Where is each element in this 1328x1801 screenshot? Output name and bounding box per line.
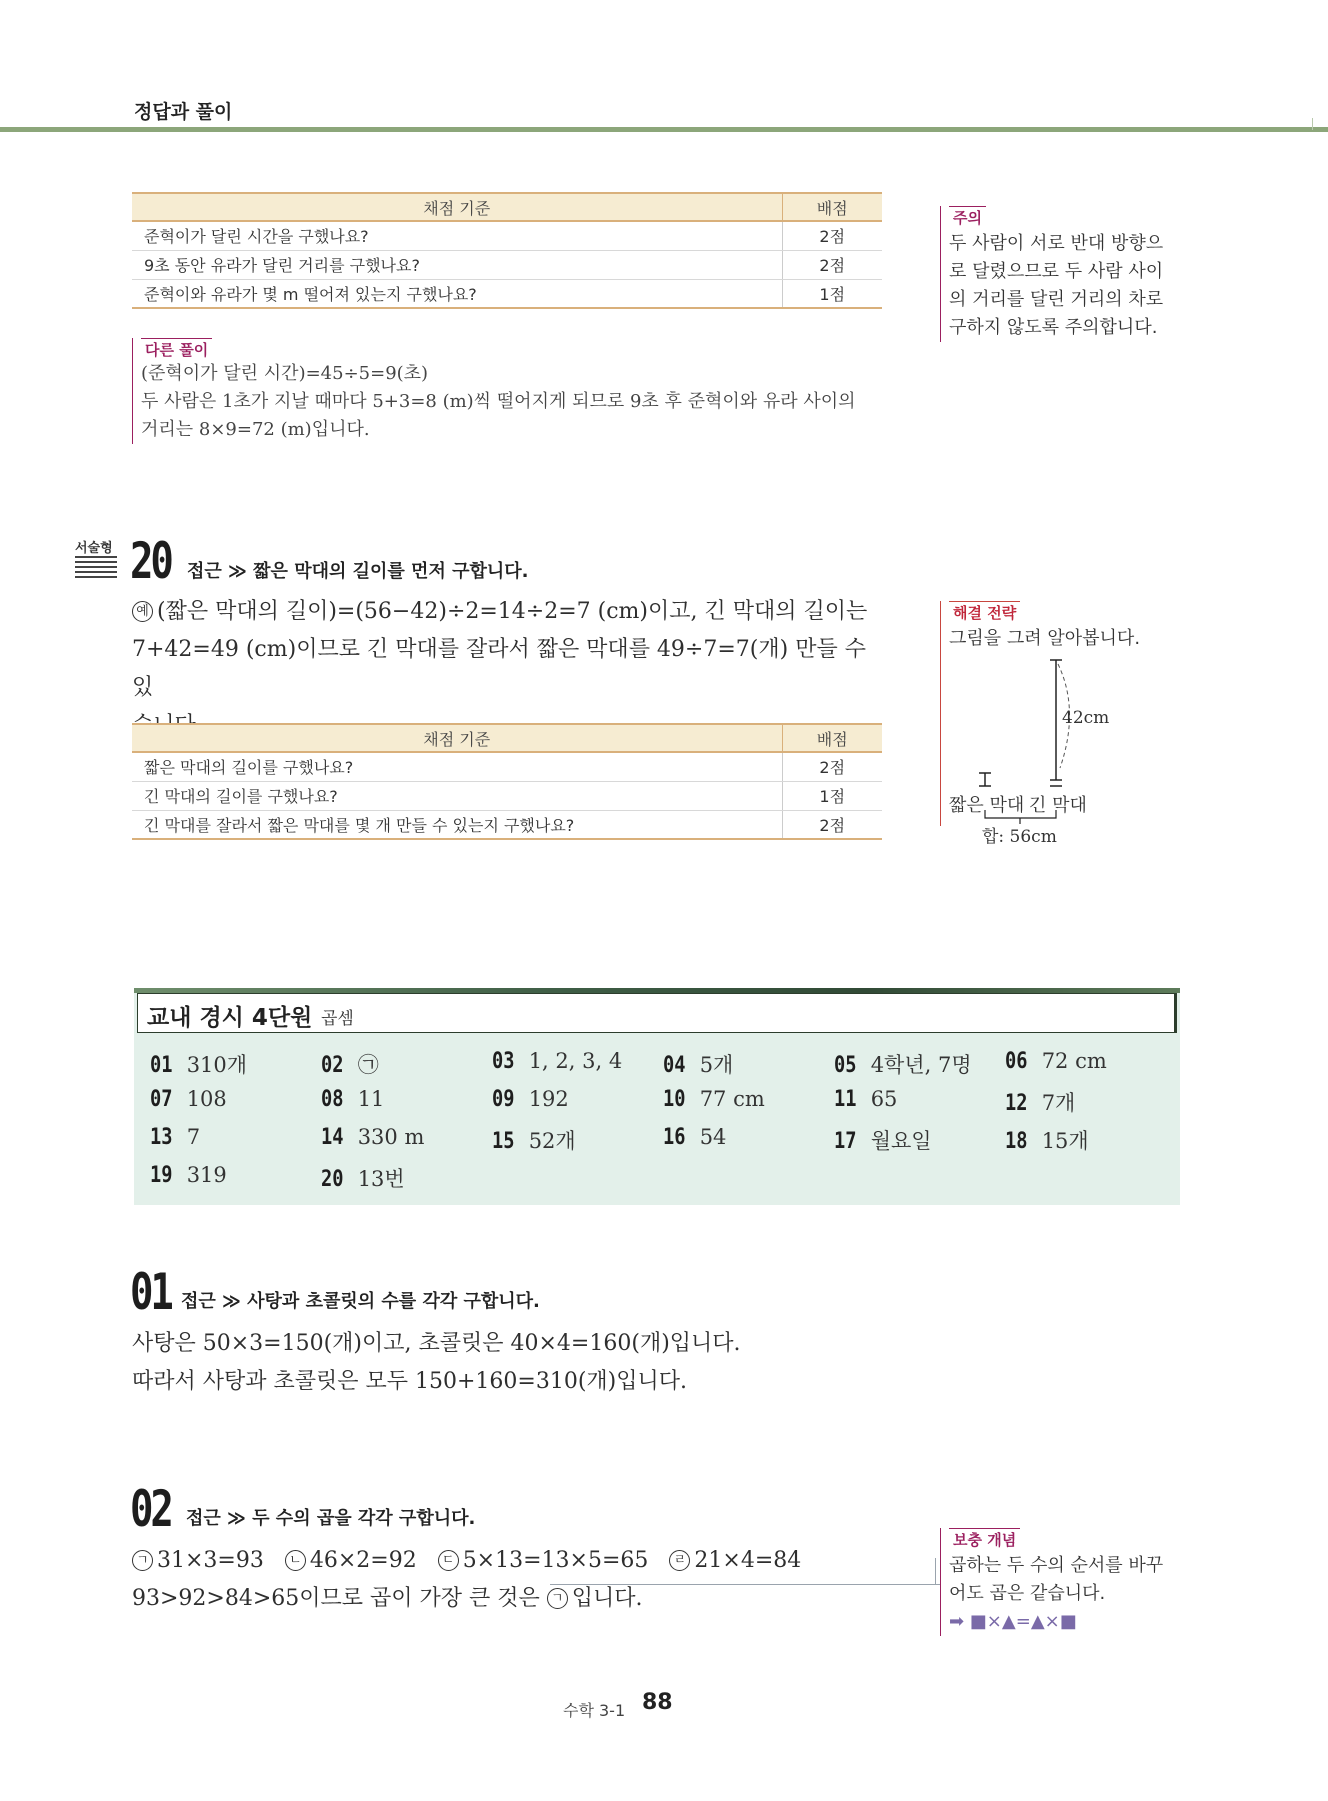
scoring-table-19 [132, 192, 882, 309]
solution-line: 따라서 사탕과 초콜릿은 모두 150+160=310(개)입니다. [132, 1369, 688, 1394]
contest-answer-item [834, 1087, 897, 1112]
answer-value: 72 cm [1041, 1049, 1107, 1073]
answer-value: 54 [699, 1125, 727, 1149]
contest-answer-item [150, 1087, 227, 1112]
page-number: 88 [642, 1690, 673, 1715]
approach-text: 접근 ≫ 사탕과 초콜릿의 수를 각각 구합니다. [181, 1291, 540, 1312]
criteria-cell: 긴 막대의 길이를 구했나요? [132, 781, 782, 810]
table-row [132, 250, 882, 279]
criteria-cell: 9초 동안 유라가 달린 거리를 구했나요? [132, 250, 782, 279]
answer-value: 5개 [699, 1053, 734, 1077]
caution-line: 두 사람이 서로 반대 방향으 [949, 233, 1164, 254]
table-row [132, 221, 882, 250]
header-divider [0, 127, 1328, 132]
points-cell: 2점 [782, 810, 882, 839]
alt-solution-line: (준혁이가 달린 시간)=45÷5=9(초) [141, 363, 429, 384]
caution-text [949, 230, 1190, 342]
points-cell: 2점 [782, 250, 882, 279]
points-cell: 1점 [782, 279, 882, 308]
contest-answer-item [1005, 1125, 1089, 1155]
product-item: 21×4=84 [694, 1548, 802, 1573]
answer-value: 15개 [1041, 1129, 1089, 1153]
table-head-criteria: 채점 기준 [132, 724, 782, 752]
alt-solution-line: 두 사람은 1초가 지날 때마다 5+3=8 (m)씩 떨어지게 되므로 9초 후 준혁이와 유라 사이의 [141, 391, 856, 412]
answer-value: 330 m [357, 1125, 425, 1149]
table-head-points: 배점 [782, 724, 882, 752]
bar-diagram [945, 650, 1175, 855]
answer-value: 월요일 [870, 1129, 932, 1153]
product-item: 5×13=13×5=65 [462, 1548, 649, 1573]
circled-mark-icon: ㄱ [547, 1588, 568, 1609]
contest-answer-item [663, 1049, 733, 1079]
page-header-title: 정답과 풀이 [134, 101, 233, 123]
answer-value: 65 [870, 1087, 898, 1111]
table-row [132, 781, 882, 810]
answer-number: 20 [321, 1167, 344, 1192]
answer-number: 07 [150, 1087, 173, 1112]
header-tick [1312, 118, 1313, 130]
table-row [132, 810, 882, 839]
answer-value: ㉠ [357, 1053, 379, 1077]
long-bar-label: 긴 막대 [1029, 795, 1087, 816]
answer-number: 17 [834, 1129, 857, 1154]
answer-number: 18 [1005, 1129, 1028, 1154]
answer-value: 77 cm [699, 1087, 765, 1111]
circled-mark-icon: ㄹ [669, 1550, 690, 1571]
comparison-text: 93>92>84>65이므로 곱이 가장 큰 것은 [132, 1586, 547, 1611]
answer-value: 7개 [1041, 1091, 1076, 1115]
alt-solution-tag: 다른 풀이 [141, 338, 212, 360]
criteria-cell: 준혁이가 달린 시간을 구했나요? [132, 221, 782, 250]
problem-number: 02 [130, 1480, 171, 1538]
solution-01 [132, 1325, 1032, 1401]
lines-icon [75, 556, 117, 578]
strategy-text: 그림을 그려 알아봅니다. [949, 628, 1141, 649]
caution-line: 로 달렸으므로 두 사람 사이 [949, 261, 1164, 282]
caution-tag: 주의 [949, 206, 986, 228]
answer-number: 02 [321, 1053, 344, 1078]
answer-number: 15 [492, 1129, 515, 1154]
table-head-criteria: 채점 기준 [132, 193, 782, 221]
contest-answer-item [834, 1125, 932, 1155]
solution-line: 사탕은 50×3=150(개)이고, 초콜릿은 40×4=160(개)입니다. [132, 1331, 741, 1356]
problem-number: 01 [130, 1263, 171, 1321]
points-cell: 2점 [782, 221, 882, 250]
caution-line: 의 거리를 달린 거리의 차로 [949, 289, 1164, 310]
circled-mark-icon: ㄴ [285, 1550, 306, 1571]
contest-answer-item [1005, 1087, 1075, 1117]
answer-value: 13번 [357, 1167, 405, 1191]
product-item: 46×2=92 [309, 1548, 417, 1573]
answer-number: 14 [321, 1125, 344, 1150]
answer-number: 11 [834, 1087, 857, 1112]
answer-number: 05 [834, 1053, 857, 1078]
answer-number: 19 [150, 1163, 173, 1188]
answer-number: 01 [150, 1053, 173, 1078]
circled-mark-icon: ㄷ [438, 1550, 459, 1571]
contest-answer-item [321, 1087, 384, 1112]
contest-answer-item [834, 1049, 972, 1079]
descriptive-type-label: 서술형 [75, 541, 113, 556]
answer-value: 52개 [528, 1129, 576, 1153]
contest-answer-item [492, 1125, 576, 1155]
answer-value: 310개 [186, 1053, 248, 1077]
answer-number: 09 [492, 1087, 515, 1112]
answer-number: 13 [150, 1125, 173, 1150]
concept-text [949, 1552, 1190, 1636]
contest-answer-item [321, 1125, 424, 1150]
alternative-solution-box [132, 338, 892, 444]
criteria-cell: 긴 막대를 잘라서 짧은 막대를 몇 개 만들 수 있는지 구했나요? [132, 810, 782, 839]
answer-number: 04 [663, 1053, 686, 1078]
alt-solution-line: 거리는 8×9=72 (m)입니다. [141, 419, 370, 440]
contest-answer-item [663, 1125, 726, 1150]
concept-line: 어도 곱은 같습니다. [949, 1583, 1106, 1604]
points-cell: 2점 [782, 752, 882, 781]
approach-text: 접근 ≫ 두 수의 곱을 각각 구합니다. [186, 1508, 476, 1529]
contest-answer-item [150, 1163, 227, 1188]
concept-box [940, 1528, 1190, 1636]
comparison-text-end: 입니다. [571, 1586, 643, 1611]
contest-answer-item [492, 1049, 622, 1074]
caution-line: 구하지 않도록 주의합니다. [949, 317, 1158, 338]
answer-value: 4학년, 7명 [870, 1053, 972, 1077]
table-row [132, 279, 882, 308]
points-cell: 1점 [782, 781, 882, 810]
contest-title: 교내 경시 4단원 [147, 1005, 313, 1031]
contest-answer-item [150, 1125, 200, 1150]
answer-number: 08 [321, 1087, 344, 1112]
concept-formula: ➡ ■×▲=▲×■ [949, 1611, 1077, 1632]
solution-line: (짧은 막대의 길이)=(56−42)÷2=14÷2=7 (cm)이고, 긴 막대의 길이는 [157, 599, 868, 624]
answer-number: 03 [492, 1049, 515, 1074]
answer-number: 12 [1005, 1091, 1028, 1116]
problem-number: 20 [130, 532, 171, 590]
table-head-points: 배점 [782, 193, 882, 221]
scoring-table-20 [132, 723, 882, 840]
criteria-cell: 준혁이와 유라가 몇 m 떨어져 있는지 구했나요? [132, 279, 782, 308]
circled-mark-icon: ㄱ [132, 1550, 153, 1571]
solution-02 [132, 1542, 932, 1618]
contest-answer-item [321, 1049, 379, 1079]
contest-answer-item [492, 1087, 569, 1112]
answer-value: 108 [186, 1087, 227, 1111]
solution-line: 7+42=49 (cm)이므로 긴 막대를 잘라서 짧은 막대를 49÷7=7(개) 만들 수 있 [132, 637, 866, 700]
answer-number: 16 [663, 1125, 686, 1150]
answer-value: 192 [528, 1087, 569, 1111]
caution-box [940, 206, 1190, 342]
example-mark-icon: 예 [132, 601, 153, 622]
long-length-label: 42cm [1062, 708, 1110, 728]
contest-answer-item [321, 1163, 405, 1193]
sum-label: 합: 56cm [982, 827, 1057, 847]
approach-text: 접근 ≫ 짧은 막대의 길이를 먼저 구합니다. [187, 561, 529, 582]
contest-answer-item [150, 1049, 247, 1079]
strategy-tag: 해결 전략 [949, 601, 1020, 623]
answer-value: 1, 2, 3, 4 [528, 1049, 623, 1073]
table-row [132, 752, 882, 781]
concept-tag: 보충 개념 [949, 1528, 1020, 1550]
answer-value: 7 [186, 1125, 201, 1149]
short-bar-label: 짧은 막대 [949, 795, 1025, 816]
answer-value: 11 [357, 1087, 385, 1111]
contest-subtitle: 곱셈 [321, 1009, 354, 1029]
product-item: 31×3=93 [157, 1548, 264, 1573]
answer-value: 319 [186, 1163, 227, 1187]
alt-solution-text [141, 360, 892, 444]
answer-number: 06 [1005, 1049, 1028, 1074]
criteria-cell: 짧은 막대의 길이를 구했나요? [132, 752, 782, 781]
contest-answer-item [1005, 1049, 1107, 1074]
footer-subject: 수학 3-1 [563, 1701, 626, 1720]
contest-answer-item [663, 1087, 765, 1112]
concept-line: 곱하는 두 수의 순서를 바꾸 [949, 1555, 1164, 1576]
answer-number: 10 [663, 1087, 686, 1112]
